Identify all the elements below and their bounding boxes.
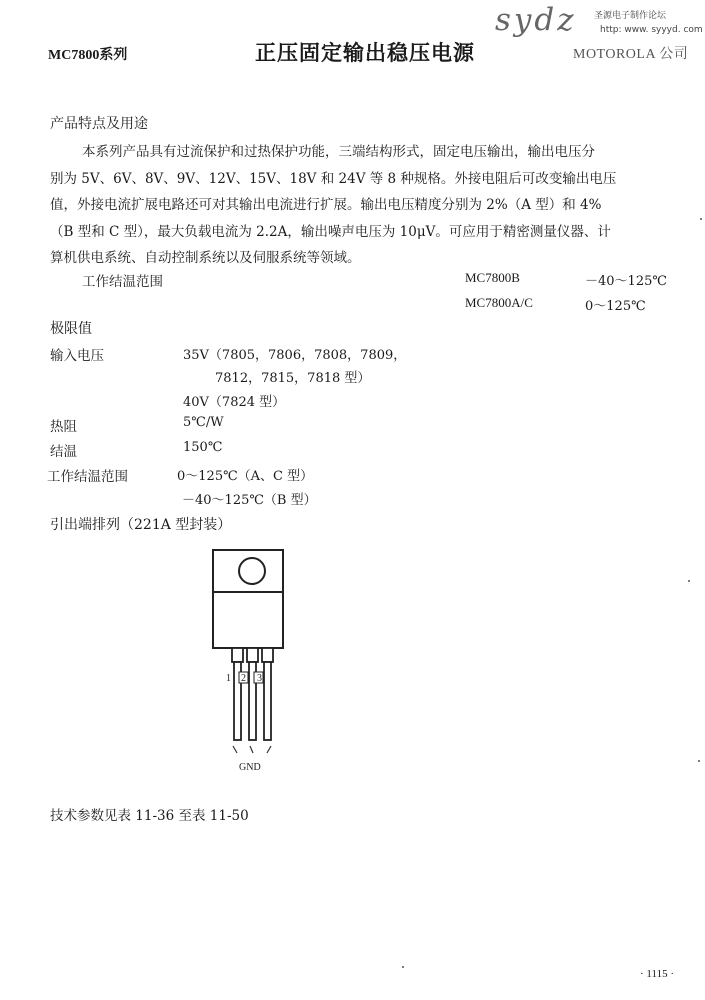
scan-speck — [402, 966, 404, 968]
pinout-heading: 引出端排列（221A 型封装） — [50, 517, 232, 533]
op-range-label: 工作结温范围 — [47, 469, 128, 485]
limits-heading: 极限值 — [50, 321, 92, 337]
watermark-site-name: 圣源电子制作论坛 — [594, 11, 667, 21]
series-label: MC7800系列 — [48, 48, 128, 63]
pin-2-label: 2 — [241, 673, 246, 684]
lead-3 — [264, 662, 271, 740]
features-line: 本系列产品具有过流保护和过热保护功能，三端结构形式，固定电压输出，输出电压分 — [82, 144, 595, 160]
mounting-hole — [239, 558, 265, 584]
features-heading: 产品特点及用途 — [50, 116, 148, 132]
features-line: （B 型和 C 型），最大负载电流为 2.2A，输出噪声电压为 10μV。可应用于精密测量仪器、计 — [50, 223, 611, 240]
thermal-resistance-label: 热阻 — [50, 419, 77, 435]
features-paragraph — [50, 139, 705, 272]
features-line: 值，外接电流扩展电路还可对其输出电流进行扩展。输出电压精度分别为 2%（A 型）和 4% — [50, 197, 602, 213]
op-temp-label: 工作结温范围 — [82, 274, 163, 290]
table-reference: 技术参数见表 11-36 至表 11-50 — [50, 808, 249, 824]
to220-package-diagram — [205, 548, 315, 780]
op-temp-range: －40～125℃ — [585, 274, 667, 289]
input-voltage-value: 40V（7824 型） — [183, 395, 286, 410]
input-voltage-value: 7812，7815，7818 型） — [215, 371, 371, 386]
watermark-url: http: www. syyyd. com — [600, 25, 703, 35]
page-title: 正压固定输出稳压电源 — [255, 40, 475, 65]
page-number: · 1115 · — [640, 968, 675, 980]
gnd-label: GND — [239, 762, 261, 773]
features-line: 别为 5V、6V、8V、9V、12V、15V、18V 和 24V 等 8 种规格。外接电阻后可改变输出电压 — [50, 170, 617, 187]
junction-temp-value: 150℃ — [183, 440, 223, 455]
features-line: 算机供电系统、自动控制系统以及伺服系统等领域。 — [50, 250, 361, 266]
junction-temp-label: 结温 — [50, 444, 77, 460]
op-range-value: －40～125℃（B 型） — [182, 493, 317, 508]
thermal-resistance-value: 5℃/W — [183, 415, 224, 430]
op-range-value: 0～125℃（A、C 型） — [177, 469, 314, 484]
watermark-logo: sydz — [495, 2, 577, 38]
op-temp-range: 0～125℃ — [585, 299, 646, 314]
scan-speck — [700, 218, 702, 220]
pin-3-label: 3 — [257, 673, 262, 684]
op-temp-model: MC7800A/C — [465, 295, 533, 310]
package-body — [213, 592, 283, 648]
input-voltage-value: 35V（7805，7806，7808，7809， — [183, 348, 407, 363]
input-voltage-label: 输入电压 — [50, 348, 104, 364]
pin-1-label: 1 — [226, 673, 231, 684]
scan-speck — [698, 760, 700, 762]
scan-speck — [688, 580, 690, 582]
op-temp-model: MC7800B — [465, 270, 520, 285]
manufacturer: MOTOROLA 公司 — [573, 47, 689, 62]
